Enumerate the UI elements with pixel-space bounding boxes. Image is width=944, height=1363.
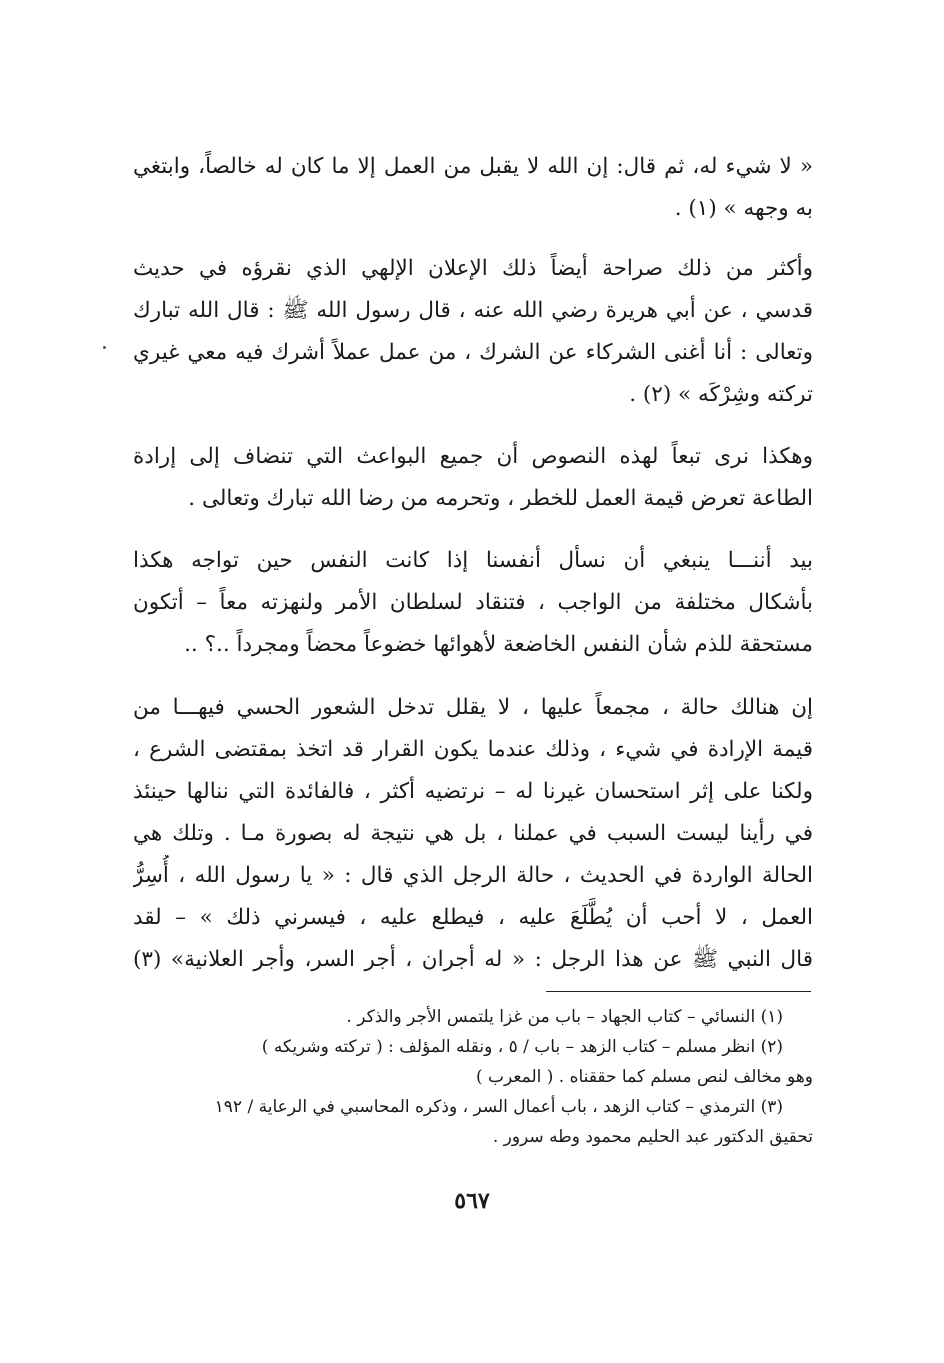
page-number: ٥٦٧ (454, 1188, 490, 1214)
footnotes (133, 1002, 813, 1152)
margin-dot (103, 346, 106, 349)
paragraph-4 (133, 540, 813, 666)
text-line: تركته وشِرْكَه » (٢) . (629, 382, 813, 407)
paragraph-5 (133, 687, 813, 981)
text-line: إن هنالك حالة ، مجمعاً عليها ، لا يقلل تدخل الشعور الحسي فيهـــا من (133, 695, 813, 720)
text-line: ولكنا على إثر استحسان غيرنا له – نرتضيه أكثر ، فالفائدة التي ننالها حينئذ (133, 779, 813, 804)
text-line: « لا شيء له، ثم قال: إن الله لا يقبل من العمل إلا ما كان له خالصاً، وابتغي (133, 154, 813, 179)
text-line: بأشكال مختلفة من الواجب ، فتنقاد لسلطان الأمر ولنهزته معاً – أتكون (133, 590, 813, 615)
text-line: به وجهه » (١) . (674, 196, 813, 221)
footnote-separator (546, 991, 811, 992)
footnote-3-continuation: تحقيق الدكتور عبد الحليم محمود وطه سرور . (492, 1127, 813, 1147)
text-line: العمل ، لا أحب أن يُطَّلَعَ عليه ، فيطلع عليه ، فيسرني ذلك » – لقد (133, 905, 813, 930)
text-line: وهكذا نرى تبعاً لهذه النصوص أن جميع البواعث التي تنضاف إلى إرادة (133, 444, 813, 469)
text-line: وأكثر من ذلك صراحة أيضاً ذلك الإعلان الإلهي الذي نقرؤه في حديث (133, 256, 813, 281)
text-line: قيمة الإرادة في شيء ، وذلك عندما يكون القرار قد اتخذ بمقتضى الشرع ، (133, 737, 813, 762)
text-line: في رأينا ليست السبب في عملنا ، بل هي نتيجة له بصورة مـا . وتلك هي (133, 821, 813, 846)
paragraph-1 (133, 146, 813, 230)
footnote-2: (٢) انظر مسلم – كتاب الزهد – باب / ٥ ، ونقله المؤلف : ( تركته وشريكه ) (261, 1037, 783, 1057)
paragraph-2 (133, 248, 813, 416)
paragraph-3 (133, 436, 813, 520)
text-line: الطاعة تعرض قيمة العمل للخطر ، وتحرمه من رضا الله تبارك وتعالى . (188, 486, 813, 511)
text-line: الحالة الواردة في الحديث ، حالة الرجل الذي قال : « يا رسول الله ، أُسِرُّ (133, 863, 813, 888)
text-line: قدسي ، عن أبي هريرة رضي الله عنه ، قال رسول الله ﷺ : قال الله تبارك (133, 298, 813, 323)
text-line: قال النبي ﷺ عن هذا الرجل : « له أجران ، أجر السر، وأجر العلانية» (٣) (133, 947, 813, 972)
text-line: مستحقة للذم شأن النفس الخاضعة لأهوائها خضوعاً محضاً ومجرداً ..؟ .. (184, 632, 813, 657)
text-line: بيد أننـــا ينبغي أن نسأل أنفسنا إذا كانت النفس حين تواجه هكذا (133, 548, 813, 573)
footnote-3: (٣) الترمذي – كتاب الزهد ، باب أعمال السر ، وذكره المحاسبي في الرعاية / ١٩٢ (214, 1097, 783, 1117)
footnote-2-continuation: وهو مخالف لنص مسلم كما حققناه . ( المعرب ) (476, 1067, 813, 1087)
text-line: وتعالى : أنا أغنى الشركاء عن الشرك ، من عمل عملاً أشرك فيه معي غيري (133, 340, 813, 365)
footnote-1: (١) النسائي – كتاب الجهاد – باب من غزا يلتمس الأجر والذكر . (346, 1007, 783, 1027)
